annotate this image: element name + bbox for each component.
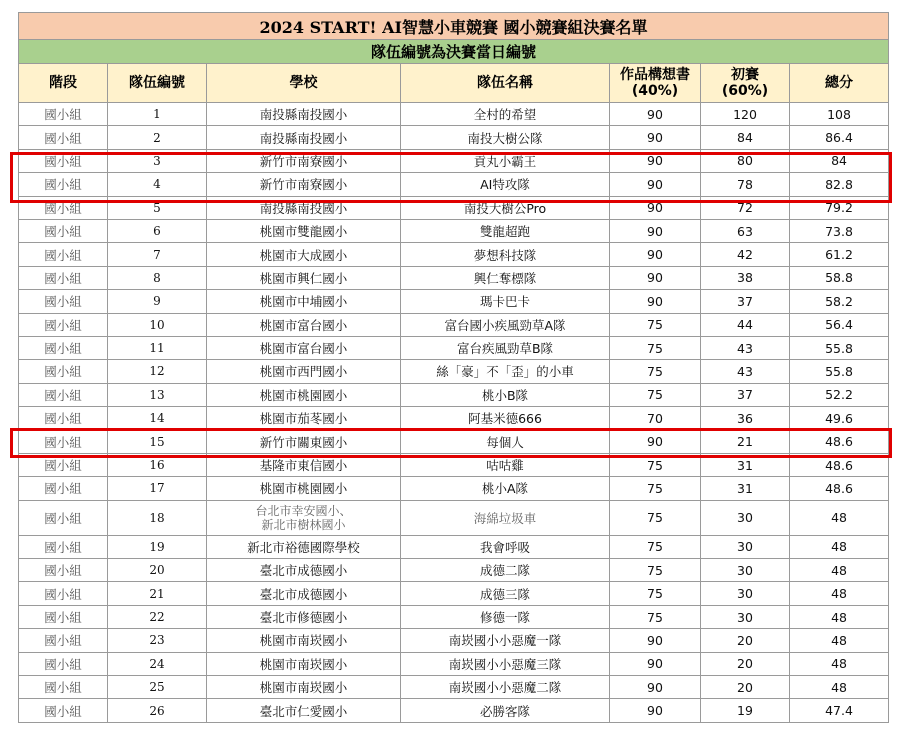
cell-total: 49.6: [790, 407, 889, 430]
cell-team-name: 咕咕雞: [401, 453, 610, 476]
cell-team-no: 7: [108, 243, 207, 266]
cell-stage: 國小組: [19, 407, 108, 430]
cell-prelim: 38: [701, 266, 790, 289]
cell-school: 桃園市興仁國小: [207, 266, 401, 289]
cell-stage: 國小組: [19, 290, 108, 313]
cell-proposal: 90: [610, 652, 701, 675]
cell-team-no: 11: [108, 336, 207, 359]
cell-team-no: 21: [108, 582, 207, 605]
table-row: [19, 559, 889, 582]
cell-stage: 國小組: [19, 500, 108, 535]
cell-team-no: 24: [108, 652, 207, 675]
cell-school: 新竹市南寮國小: [207, 173, 401, 196]
cell-school: [207, 500, 401, 535]
header-prelim-label: 初賽: [731, 67, 759, 83]
cell-team-no: 2: [108, 126, 207, 149]
cell-team-name: 桃小B隊: [401, 383, 610, 406]
subtitle-row: [19, 40, 889, 64]
cell-prelim: 19: [701, 699, 790, 722]
cell-school: 桃園市大成國小: [207, 243, 401, 266]
cell-team-no: 25: [108, 675, 207, 698]
cell-team-name: 每個人: [401, 430, 610, 453]
cell-proposal: 90: [610, 126, 701, 149]
cell-team-name: 桃小A隊: [401, 477, 610, 500]
cell-team-name: 瑪卡巴卡: [401, 290, 610, 313]
cell-total: 84: [790, 149, 889, 172]
cell-stage: 國小組: [19, 313, 108, 336]
table-row: [19, 313, 889, 336]
cell-team-name: 富台國小疾風勁草A隊: [401, 313, 610, 336]
cell-school: 桃園市雙龍國小: [207, 219, 401, 242]
table-row: [19, 336, 889, 359]
header-team-name: 隊伍名稱: [401, 64, 610, 103]
cell-proposal: 75: [610, 477, 701, 500]
cell-proposal: 90: [610, 699, 701, 722]
cell-proposal: 90: [610, 173, 701, 196]
cell-team-no: 12: [108, 360, 207, 383]
cell-school: 臺北市成德國小: [207, 582, 401, 605]
cell-prelim: 84: [701, 126, 790, 149]
cell-stage: 國小組: [19, 652, 108, 675]
cell-team-name: 海綿垃圾車: [401, 500, 610, 535]
cell-school: 新北市裕德國際學校: [207, 535, 401, 558]
cell-school: 桃園市西門國小: [207, 360, 401, 383]
cell-total: 48: [790, 652, 889, 675]
cell-total: 48: [790, 500, 889, 535]
cell-school-line2: 新北市樹林國小: [261, 517, 346, 532]
cell-total: 108: [790, 103, 889, 126]
cell-prelim: 21: [701, 430, 790, 453]
cell-total: 55.8: [790, 360, 889, 383]
cell-total: 61.2: [790, 243, 889, 266]
header-school: 學校: [207, 64, 401, 103]
cell-prelim: 72: [701, 196, 790, 219]
header-team-no: 隊伍編號: [108, 64, 207, 103]
cell-team-name: 興仁奪標隊: [401, 266, 610, 289]
cell-team-no: 17: [108, 477, 207, 500]
table-row: [19, 383, 889, 406]
cell-prelim: 30: [701, 582, 790, 605]
cell-proposal: 75: [610, 582, 701, 605]
cell-team-name: 南崁國小小惡魔一隊: [401, 629, 610, 652]
cell-prelim: 78: [701, 173, 790, 196]
cell-team-name: 南崁國小小惡魔二隊: [401, 675, 610, 698]
cell-team-name: 富台疾風勁草B隊: [401, 336, 610, 359]
cell-stage: 國小組: [19, 336, 108, 359]
table-row: [19, 582, 889, 605]
table-row: [19, 173, 889, 196]
cell-team-no: 4: [108, 173, 207, 196]
cell-total: 48: [790, 535, 889, 558]
cell-team-name: 雙龍超跑: [401, 219, 610, 242]
cell-prelim: 80: [701, 149, 790, 172]
cell-school: 桃園市桃園國小: [207, 383, 401, 406]
cell-total: 48: [790, 582, 889, 605]
cell-team-no: 5: [108, 196, 207, 219]
cell-team-name: 必勝客隊: [401, 699, 610, 722]
cell-school: 桃園市中埔國小: [207, 290, 401, 313]
cell-school: 臺北市成德國小: [207, 559, 401, 582]
cell-school: 南投縣南投國小: [207, 126, 401, 149]
cell-proposal: 90: [610, 675, 701, 698]
page-subtitle: 隊伍編號為決賽當日編號: [19, 40, 889, 64]
cell-stage: 國小組: [19, 149, 108, 172]
cell-total: 86.4: [790, 126, 889, 149]
cell-total: 58.8: [790, 266, 889, 289]
cell-proposal: 90: [610, 430, 701, 453]
cell-team-no: 16: [108, 453, 207, 476]
cell-stage: 國小組: [19, 629, 108, 652]
table-row: [19, 500, 889, 535]
cell-stage: 國小組: [19, 196, 108, 219]
cell-proposal: 75: [610, 313, 701, 336]
header-prelim-weight: (60%): [721, 83, 769, 99]
cell-team-no: 13: [108, 383, 207, 406]
cell-total: 48: [790, 605, 889, 628]
table-row: [19, 360, 889, 383]
cell-proposal: 75: [610, 453, 701, 476]
cell-total: 48.6: [790, 453, 889, 476]
cell-prelim: 31: [701, 477, 790, 500]
cell-total: 48: [790, 629, 889, 652]
cell-team-name: 南投大樹公隊: [401, 126, 610, 149]
cell-team-no: 14: [108, 407, 207, 430]
cell-team-name: 我會呼吸: [401, 535, 610, 558]
cell-proposal: 75: [610, 559, 701, 582]
cell-proposal: 90: [610, 196, 701, 219]
cell-team-name: 南崁國小小惡魔三隊: [401, 652, 610, 675]
cell-team-name: 夢想科技隊: [401, 243, 610, 266]
table-row: [19, 149, 889, 172]
cell-stage: 國小組: [19, 383, 108, 406]
cell-stage: 國小組: [19, 266, 108, 289]
table-row: [19, 477, 889, 500]
cell-proposal: 90: [610, 149, 701, 172]
table-row: [19, 675, 889, 698]
cell-proposal: 90: [610, 629, 701, 652]
cell-prelim: 36: [701, 407, 790, 430]
cell-team-name: 修德一隊: [401, 605, 610, 628]
table-row: [19, 652, 889, 675]
cell-school: 桃園市茄苳國小: [207, 407, 401, 430]
cell-school: 南投縣南投國小: [207, 196, 401, 219]
cell-proposal: 75: [610, 360, 701, 383]
cell-total: 52.2: [790, 383, 889, 406]
cell-prelim: 30: [701, 535, 790, 558]
table-row: [19, 629, 889, 652]
table-row: [19, 407, 889, 430]
cell-prelim: 30: [701, 500, 790, 535]
table-row: [19, 699, 889, 722]
cell-prelim: 20: [701, 629, 790, 652]
cell-total: 48: [790, 675, 889, 698]
cell-stage: 國小組: [19, 219, 108, 242]
cell-school: 桃園市富台國小: [207, 336, 401, 359]
cell-proposal: 90: [610, 290, 701, 313]
cell-team-no: 26: [108, 699, 207, 722]
cell-stage: 國小組: [19, 430, 108, 453]
cell-team-no: 15: [108, 430, 207, 453]
table-row: [19, 430, 889, 453]
cell-stage: 國小組: [19, 173, 108, 196]
header-proposal-label: 作品構想書: [620, 67, 690, 83]
header-prelim: [701, 64, 790, 103]
cell-prelim: 20: [701, 675, 790, 698]
cell-team-no: 20: [108, 559, 207, 582]
cell-stage: 國小組: [19, 605, 108, 628]
cell-prelim: 37: [701, 383, 790, 406]
cell-school: 新竹市關東國小: [207, 430, 401, 453]
cell-proposal: 70: [610, 407, 701, 430]
cell-stage: 國小組: [19, 675, 108, 698]
cell-team-no: 19: [108, 535, 207, 558]
table-body: [19, 103, 889, 723]
cell-team-name: 貢丸小霸王: [401, 149, 610, 172]
cell-team-name: 絲「豪」不「歪」的小車: [401, 360, 610, 383]
cell-school: 桃園市南崁國小: [207, 675, 401, 698]
cell-team-name: 南投大樹公Pro: [401, 196, 610, 219]
cell-stage: 國小組: [19, 360, 108, 383]
cell-team-no: 1: [108, 103, 207, 126]
cell-school: 南投縣南投國小: [207, 103, 401, 126]
cell-stage: 國小組: [19, 103, 108, 126]
cell-proposal: 75: [610, 535, 701, 558]
cell-total: 48.6: [790, 430, 889, 453]
cell-team-no: 18: [108, 500, 207, 535]
cell-total: 47.4: [790, 699, 889, 722]
cell-prelim: 30: [701, 559, 790, 582]
cell-prelim: 44: [701, 313, 790, 336]
cell-stage: 國小組: [19, 243, 108, 266]
cell-stage: 國小組: [19, 699, 108, 722]
cell-stage: 國小組: [19, 126, 108, 149]
cell-team-no: 10: [108, 313, 207, 336]
cell-proposal: 75: [610, 383, 701, 406]
cell-prelim: 30: [701, 605, 790, 628]
cell-total: 58.2: [790, 290, 889, 313]
cell-team-no: 23: [108, 629, 207, 652]
cell-total: 56.4: [790, 313, 889, 336]
cell-school: 桃園市南崁國小: [207, 629, 401, 652]
cell-school: 新竹市南寮國小: [207, 149, 401, 172]
cell-stage: 國小組: [19, 559, 108, 582]
table-row: [19, 196, 889, 219]
cell-proposal: 75: [610, 500, 701, 535]
table-row: [19, 103, 889, 126]
table-row: [19, 126, 889, 149]
cell-team-name: 成德二隊: [401, 559, 610, 582]
cell-prelim: 63: [701, 219, 790, 242]
title-row: [19, 13, 889, 40]
cell-proposal: 90: [610, 243, 701, 266]
cell-prelim: 42: [701, 243, 790, 266]
finalist-table: [18, 12, 889, 723]
table-row: [19, 219, 889, 242]
table-row: [19, 290, 889, 313]
cell-stage: 國小組: [19, 477, 108, 500]
header-total: 總分: [790, 64, 889, 103]
cell-proposal: 90: [610, 103, 701, 126]
table-row: [19, 605, 889, 628]
cell-stage: 國小組: [19, 582, 108, 605]
cell-school: 基隆市東信國小: [207, 453, 401, 476]
column-header-row: [19, 64, 889, 103]
cell-school: 臺北市修德國小: [207, 605, 401, 628]
header-proposal-weight: (40%): [631, 83, 679, 99]
header-stage: 階段: [19, 64, 108, 103]
cell-team-no: 9: [108, 290, 207, 313]
header-proposal: [610, 64, 701, 103]
cell-team-name: 阿基米德666: [401, 407, 610, 430]
cell-total: 73.8: [790, 219, 889, 242]
cell-proposal: 90: [610, 266, 701, 289]
cell-school: 桃園市桃園國小: [207, 477, 401, 500]
cell-school: 桃園市富台國小: [207, 313, 401, 336]
cell-prelim: 20: [701, 652, 790, 675]
table-row: [19, 453, 889, 476]
cell-team-name: 全村的希望: [401, 103, 610, 126]
cell-prelim: 37: [701, 290, 790, 313]
cell-team-no: 3: [108, 149, 207, 172]
cell-school: 臺北市仁愛國小: [207, 699, 401, 722]
cell-team-name: 成德三隊: [401, 582, 610, 605]
cell-stage: 國小組: [19, 453, 108, 476]
cell-prelim: 43: [701, 360, 790, 383]
cell-team-no: 22: [108, 605, 207, 628]
cell-prelim: 120: [701, 103, 790, 126]
cell-proposal: 75: [610, 605, 701, 628]
cell-total: 48: [790, 559, 889, 582]
cell-total: 48.6: [790, 477, 889, 500]
cell-total: 79.2: [790, 196, 889, 219]
cell-proposal: 90: [610, 219, 701, 242]
cell-team-name: AI特攻隊: [401, 173, 610, 196]
cell-school-line1: 台北市幸安國小、: [255, 503, 352, 518]
cell-prelim: 43: [701, 336, 790, 359]
cell-school: 桃園市南崁國小: [207, 652, 401, 675]
table-row: [19, 266, 889, 289]
table-row: [19, 243, 889, 266]
cell-team-no: 8: [108, 266, 207, 289]
cell-team-no: 6: [108, 219, 207, 242]
cell-stage: 國小組: [19, 535, 108, 558]
cell-total: 55.8: [790, 336, 889, 359]
page-title: 2024 START! AI智慧小車競賽 國小競賽組決賽名單: [19, 13, 889, 40]
cell-prelim: 31: [701, 453, 790, 476]
cell-proposal: 75: [610, 336, 701, 359]
cell-total: 82.8: [790, 173, 889, 196]
table-row: [19, 535, 889, 558]
